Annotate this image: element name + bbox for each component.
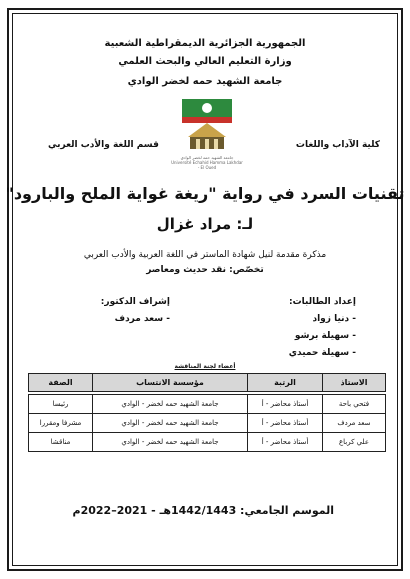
thesis-title: تقنيات السرد في رواية "ريغة غواية الملح والبارود"	[5, 184, 405, 203]
committee-label: أعضاء لجنة المناقشة	[174, 363, 236, 370]
cell-rank: أستاذ محاضر - أ	[248, 414, 323, 433]
committee-table	[28, 373, 386, 452]
logo-text-fr: Université Echahid Hamma Lakhdar - El Oued	[171, 160, 243, 170]
header-institution: مؤسسة الانتساب	[93, 374, 248, 392]
logo-pillar	[196, 139, 200, 149]
table-row	[29, 414, 386, 433]
cell-institution: جامعة الشهيد حمه لخضر - الوادي	[93, 433, 248, 452]
university-logo-icon	[178, 93, 236, 153]
thesis-author: لـ: مراد غزال	[156, 215, 254, 233]
cell-institution: جامعة الشهيد حمه لخضر - الوادي	[93, 414, 248, 433]
logo-text-ar: جامعة الشهيد حمه لخضر الوادي	[180, 155, 234, 160]
supervisor-name: - سعد مردف	[114, 314, 170, 324]
cell-role: مشرفا ومقررا	[29, 414, 93, 433]
department-name: قسم اللغة والأدب العربي	[48, 140, 159, 150]
logo-roof	[188, 123, 226, 137]
students-block	[216, 297, 356, 365]
cell-professor: علي كرباع	[323, 433, 386, 452]
cell-rank: أستاذ محاضر - أ	[248, 395, 323, 414]
logo-pillar	[214, 139, 218, 149]
university-name: جامعة الشهيد حمه لخضر الوادي	[127, 76, 283, 87]
specialization: تخصّص: نقد حديث ومعاصر	[146, 265, 264, 275]
header-rank: الرتبة	[248, 374, 323, 392]
logo-pillar	[205, 139, 209, 149]
table-row	[29, 395, 386, 414]
logo-red-band	[182, 117, 232, 123]
logo-emblem	[202, 103, 212, 113]
cell-institution: جامعة الشهيد حمه لخضر - الوادي	[93, 395, 248, 414]
supervisor-label: إشراف الدكتور:	[100, 297, 170, 307]
cell-role: رئيسا	[29, 395, 93, 414]
header-professor: الاستاذ	[323, 374, 386, 392]
cell-rank: أستاذ محاضر - أ	[248, 433, 323, 452]
faculty-name: كلية الآداب واللغات	[295, 140, 380, 150]
students-label: إعداد الطالبات:	[289, 297, 356, 307]
cell-role: مناقشا	[29, 433, 93, 452]
ministry-name: وزارة التعليم العالي والبحث العلمي	[118, 56, 292, 67]
header-role: الصفة	[29, 374, 93, 392]
cell-professor: فتحي باحة	[323, 395, 386, 414]
republic-name: الجمهورية الجزائرية الديمقراطية الشعبية	[104, 38, 306, 49]
cell-professor: سعد مردف	[323, 414, 386, 433]
logo-caption	[170, 155, 244, 170]
memo-description: مذكرة مقدمة لنيل شهادة الماستر في اللغة العربية والأدب العربي	[83, 250, 327, 260]
table-row	[29, 433, 386, 452]
student-name: - سهيلة برشو	[294, 331, 356, 341]
academic-season: الموسم الجامعي: 1442/1443هـ - 2021–2022م	[72, 504, 334, 517]
committee-header-row	[29, 374, 386, 392]
supervisor-block	[60, 297, 170, 331]
student-name: - سهيلة حميدي	[288, 348, 356, 358]
student-name: - دنيا زواد	[312, 314, 356, 324]
